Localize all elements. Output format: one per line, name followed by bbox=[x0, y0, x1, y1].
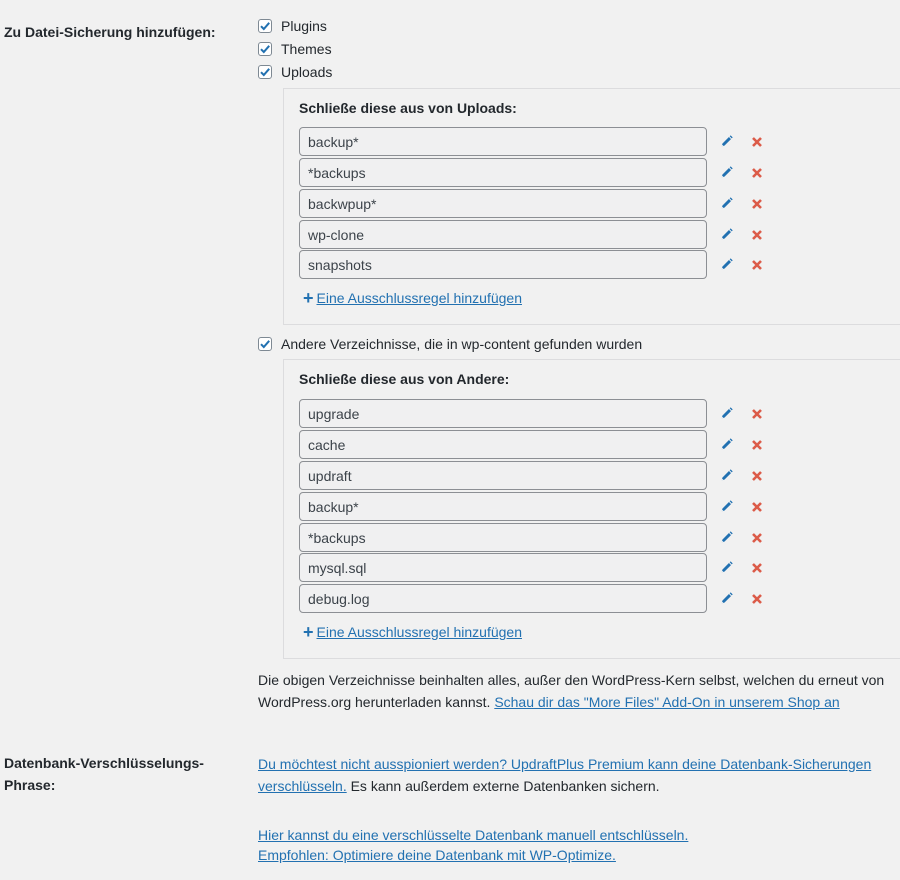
close-x-icon[interactable] bbox=[749, 196, 765, 212]
close-x-icon[interactable] bbox=[749, 257, 765, 273]
checkbox-label-plugins: Plugins bbox=[281, 18, 327, 34]
exclusion-rule bbox=[299, 157, 765, 188]
exclusion-rule bbox=[299, 126, 765, 157]
wp-optimize-link[interactable]: Empfohlen: Optimiere deine Datenbank mit WP-Optimize. bbox=[258, 847, 616, 863]
add-exclusion-rule-link[interactable]: Eine Ausschlussregel hinzufügen bbox=[316, 624, 522, 640]
exclusion-rule bbox=[299, 249, 765, 280]
plus-icon[interactable]: + bbox=[303, 288, 314, 308]
checkbox-label-uploads: Uploads bbox=[281, 64, 333, 80]
checkbox-plugins[interactable] bbox=[258, 15, 327, 37]
pencil-icon[interactable] bbox=[718, 165, 734, 181]
checkbox-label-themes: Themes bbox=[281, 41, 332, 57]
more-files-addon-link[interactable]: Schau dir das "More Files" Add-On in unserem Shop an bbox=[494, 694, 840, 710]
exclusion-rule-input[interactable]: upgrade bbox=[299, 399, 707, 428]
exclusion-rule-input[interactable]: debug.log bbox=[299, 584, 707, 613]
checkbox-uploads[interactable] bbox=[258, 61, 332, 83]
exclusion-rule bbox=[299, 429, 765, 460]
exclusion-rule-input[interactable]: backwpup* bbox=[299, 189, 707, 218]
premium-encryption-text: Es kann außerdem externe Datenbanken sichern. bbox=[350, 778, 660, 794]
pencil-icon[interactable] bbox=[718, 591, 734, 607]
files-backup-label: Zu Datei-Sicherung hinzufügen: bbox=[4, 24, 216, 40]
exclusion-rule-input[interactable]: backup* bbox=[299, 127, 707, 156]
exclusion-rule-input[interactable]: cache bbox=[299, 430, 707, 459]
checkbox-themes[interactable] bbox=[258, 38, 332, 60]
pencil-icon[interactable] bbox=[718, 196, 734, 212]
exclusion-rule bbox=[299, 219, 765, 250]
others-exclusion-panel bbox=[283, 359, 900, 659]
pencil-icon[interactable] bbox=[718, 406, 734, 422]
db-encryption-label: Datenbank-Verschlüsselungs-Phrase: bbox=[4, 755, 204, 793]
db-tools-links bbox=[258, 825, 898, 865]
exclusion-rule-input[interactable]: mysql.sql bbox=[299, 553, 707, 582]
exclusion-rule bbox=[299, 583, 765, 614]
exclusion-rule bbox=[299, 552, 765, 583]
checkmark-icon[interactable] bbox=[258, 42, 272, 56]
directories-note bbox=[258, 669, 898, 713]
exclusion-rule bbox=[299, 398, 765, 429]
pencil-icon[interactable] bbox=[718, 530, 734, 546]
close-x-icon[interactable] bbox=[749, 560, 765, 576]
pencil-icon[interactable] bbox=[718, 437, 734, 453]
exclusion-rule bbox=[299, 491, 765, 522]
premium-encryption-link[interactable]: Du möchtest nicht ausspioniert werden? UpdraftPlus Premium kann deine Datenbank-Sicherungen verschlüsseln. bbox=[258, 756, 872, 794]
close-x-icon[interactable] bbox=[749, 468, 765, 484]
pencil-icon[interactable] bbox=[718, 227, 734, 243]
pencil-icon[interactable] bbox=[718, 257, 734, 273]
pencil-icon[interactable] bbox=[718, 134, 734, 150]
checkbox-others[interactable] bbox=[258, 333, 642, 355]
close-x-icon[interactable] bbox=[749, 134, 765, 150]
checkmark-icon[interactable] bbox=[258, 337, 272, 351]
decrypt-database-link[interactable]: Hier kannst du eine verschlüsselte Datenbank manuell entschlüsseln. bbox=[258, 827, 689, 843]
plus-icon[interactable]: + bbox=[303, 622, 314, 642]
exclusion-rule-input[interactable]: wp-clone bbox=[299, 220, 707, 249]
exclusion-rule-input[interactable]: backup* bbox=[299, 492, 707, 521]
exclusion-rule bbox=[299, 188, 765, 219]
close-x-icon[interactable] bbox=[749, 227, 765, 243]
pencil-icon[interactable] bbox=[718, 499, 734, 515]
pencil-icon[interactable] bbox=[718, 468, 734, 484]
uploads-exclusion-title: Schließe diese aus von Uploads: bbox=[299, 100, 517, 116]
pencil-icon[interactable] bbox=[718, 560, 734, 576]
close-x-icon[interactable] bbox=[749, 437, 765, 453]
exclusion-rule-input[interactable]: updraft bbox=[299, 461, 707, 490]
close-x-icon[interactable] bbox=[749, 165, 765, 181]
checkbox-label-others: Andere Verzeichnisse, die in wp-content gefunden wurden bbox=[281, 336, 643, 352]
directories-note-text: Die obigen Verzeichnisse beinhalten alles, außer den WordPress-Kern selbst, welchen du erneut von WordPress.org herunterladen kannst. bbox=[258, 672, 885, 710]
exclusion-rule-input[interactable]: snapshots bbox=[299, 250, 707, 279]
checkmark-icon[interactable] bbox=[258, 19, 272, 33]
exclusion-rule-input[interactable]: *backups bbox=[299, 158, 707, 187]
close-x-icon[interactable] bbox=[749, 530, 765, 546]
add-exclusion-rule-link[interactable]: Eine Ausschlussregel hinzufügen bbox=[316, 290, 522, 306]
exclusion-rule bbox=[299, 522, 765, 553]
exclusion-rule bbox=[299, 460, 765, 491]
close-x-icon[interactable] bbox=[749, 499, 765, 515]
db-encryption-info bbox=[258, 753, 898, 797]
close-x-icon[interactable] bbox=[749, 591, 765, 607]
close-x-icon[interactable] bbox=[749, 406, 765, 422]
add-exclusion-rule-others[interactable] bbox=[303, 624, 522, 640]
uploads-exclusion-panel bbox=[283, 88, 900, 325]
others-exclusion-title: Schließe diese aus von Andere: bbox=[299, 371, 510, 387]
exclusion-rule-input[interactable]: *backups bbox=[299, 523, 707, 552]
checkmark-icon[interactable] bbox=[258, 65, 272, 79]
add-exclusion-rule-uploads[interactable] bbox=[303, 290, 522, 306]
